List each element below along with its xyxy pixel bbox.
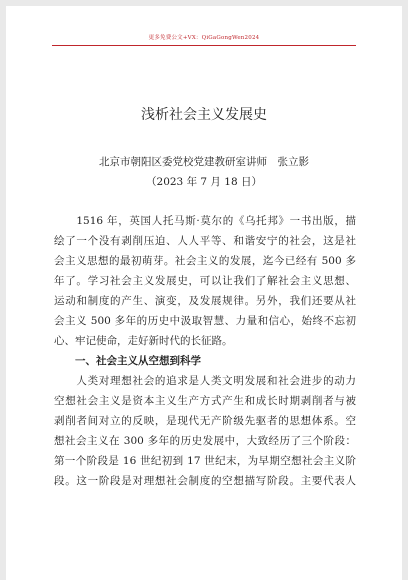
text-line: 心、牢记使命，走好新时代的长征路。 [54, 335, 233, 347]
header-note: 更多免费公文+VX：QiGaGongWen2024 [148, 35, 260, 41]
text-line: 运动和制度的产生、演变，及发展规律。另外，我们还要从社 [54, 295, 356, 307]
author-line: 北京市朝阳区委党校党建教研室讲师 张立影 [99, 156, 309, 168]
text-line: 年了。学习社会主义发展史，可以让我们了解社会主义思想、 [54, 275, 356, 287]
header-divider [52, 45, 356, 46]
section-heading: 一、社会主义从空想到科学 [75, 355, 201, 367]
text-line: 会主义思想的最初萌芽。社会主义的发展，迄今已经有 500 多 [54, 255, 356, 267]
text-line: 剥削者间对立的反映，是现代无产阶级先驱者的思想体系。空 [54, 415, 356, 427]
text-line: 1516 年，英国人托马斯·莫尔的《乌托邦》一书出版，描 [54, 215, 356, 227]
text-line: 第一个阶段是 16 世纪初到 17 世纪末，为早期空想社会主义阶 [54, 455, 356, 467]
text-line: 想社会主义在 300 多年的历史发展中，大致经历了三个阶段： [54, 435, 356, 447]
date-line: （2023 年 7 月 18 日） [146, 176, 262, 188]
paragraph-section1 [54, 371, 356, 491]
text-line: 人类对理想社会的追求是人类文明发展和社会进步的动力 [54, 375, 356, 387]
document-body [54, 211, 356, 491]
paragraph-intro [54, 211, 356, 351]
document-title: 浅析社会主义发展史 [141, 107, 267, 123]
text-line: 会主义 500 多年的历史中汲取智慧、力量和信心，始终不忘初 [54, 315, 356, 327]
text-line: 绘了一个没有剥削压迫、人人平等、和谐安宁的社会，这是社 [54, 235, 356, 247]
document-page [6, 6, 402, 580]
text-line: 空想社会主义是资本主义生产方式产生和成长时期剥削者与被 [54, 395, 356, 407]
text-line: 段。这一阶段是对理想社会制度的空想描写阶段。主要代表人 [54, 475, 356, 487]
